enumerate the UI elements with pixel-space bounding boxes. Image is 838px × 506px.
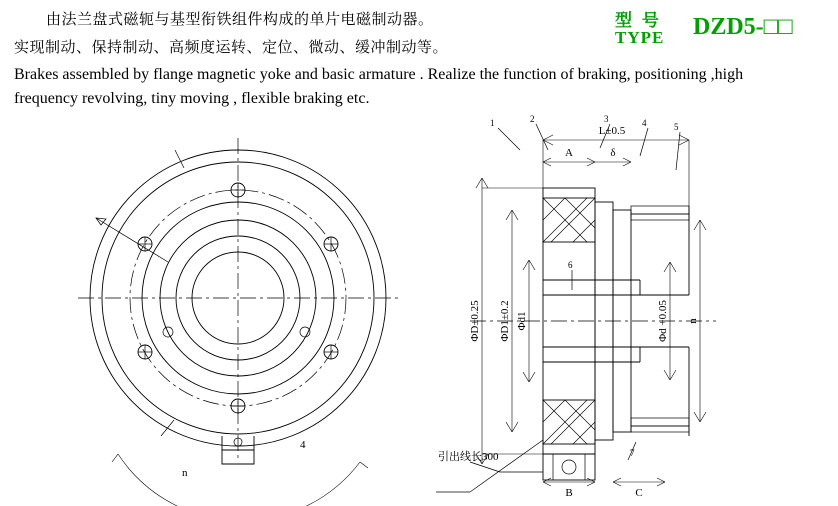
- dim-secondary-right-label: n: [687, 318, 699, 324]
- technical-drawing: [0, 110, 838, 506]
- balloon-label: 5: [674, 122, 679, 132]
- model-code: DZD5-□□: [693, 14, 793, 40]
- dimension-total-length: [543, 125, 689, 206]
- description-english-line-1: Brakes assembled by flange magnetic yoke and basic armature . Realize the function of braking, positioning ,high: [14, 66, 744, 83]
- bolt-hole: [231, 399, 245, 413]
- dim-bore-diameter-label: Φd +0.05: [657, 300, 669, 342]
- balloon-label: 1: [490, 118, 495, 128]
- balloon-callout: [628, 442, 636, 460]
- dimension-secondary-right: [687, 220, 706, 422]
- description-english-line-2: frequency revolving, tiny moving , flexible braking etc.: [14, 90, 370, 107]
- section-view: [436, 114, 716, 499]
- lead-note-label: 引出线长300: [438, 451, 499, 463]
- dimension-nose-length: [613, 478, 665, 499]
- dim-air-gap-label: δ: [610, 147, 616, 159]
- balloon-callout: [674, 122, 680, 170]
- front-view-bottom-label: n: [182, 467, 188, 479]
- description-chinese-line-2: 实现制动、保持制动、高频度运转、定位、微动、缓冲制动等。: [14, 38, 449, 56]
- type-block: [615, 4, 830, 52]
- dimension-flange-thickness: [543, 147, 595, 166]
- dim-body-length-label: B: [565, 487, 573, 499]
- dim-pilot-diameter-label: ΦD1±0.2: [499, 300, 511, 342]
- description-chinese-line-1: 由法兰盘式磁轭与基型衔铁组件构成的单片电磁制动器。: [46, 10, 434, 28]
- hatched-section-top: [543, 198, 595, 242]
- type-label-chinese: 型 号: [615, 11, 661, 31]
- type-label-english: TYPE: [615, 28, 665, 47]
- balloon-label: 3: [604, 114, 609, 124]
- bolt-hole: [138, 345, 152, 359]
- front-view: [78, 138, 398, 506]
- bolt-hole: [324, 345, 338, 359]
- front-view-angle-label: 4: [300, 439, 306, 451]
- dimension-body-length: [543, 478, 595, 499]
- balloon-label: 6: [568, 260, 573, 270]
- dimension-air-gap: [595, 147, 631, 166]
- hatched-section-bottom: [543, 400, 595, 444]
- balloon-callout: [640, 118, 648, 156]
- dim-hub-diameter-label: Φd1: [516, 311, 528, 331]
- dim-outer-diameter-label: ΦD±0.25: [469, 300, 481, 342]
- drawing-svg: [0, 110, 838, 506]
- balloon-callout: [490, 118, 520, 150]
- balloon-label: 2: [530, 114, 535, 124]
- balloon-callout: [530, 114, 548, 150]
- bolt-hole: [231, 183, 245, 197]
- dim-total-length-label: L±0.5: [598, 125, 626, 137]
- bolt-hole: [324, 237, 338, 251]
- dim-nose-length-label: C: [635, 487, 643, 499]
- balloon-label: 4: [642, 118, 647, 128]
- balloon-label: 7: [630, 448, 635, 458]
- balloon-callout: [568, 260, 573, 290]
- bolt-hole: [138, 237, 152, 251]
- dim-flange-thickness-label: A: [565, 147, 573, 159]
